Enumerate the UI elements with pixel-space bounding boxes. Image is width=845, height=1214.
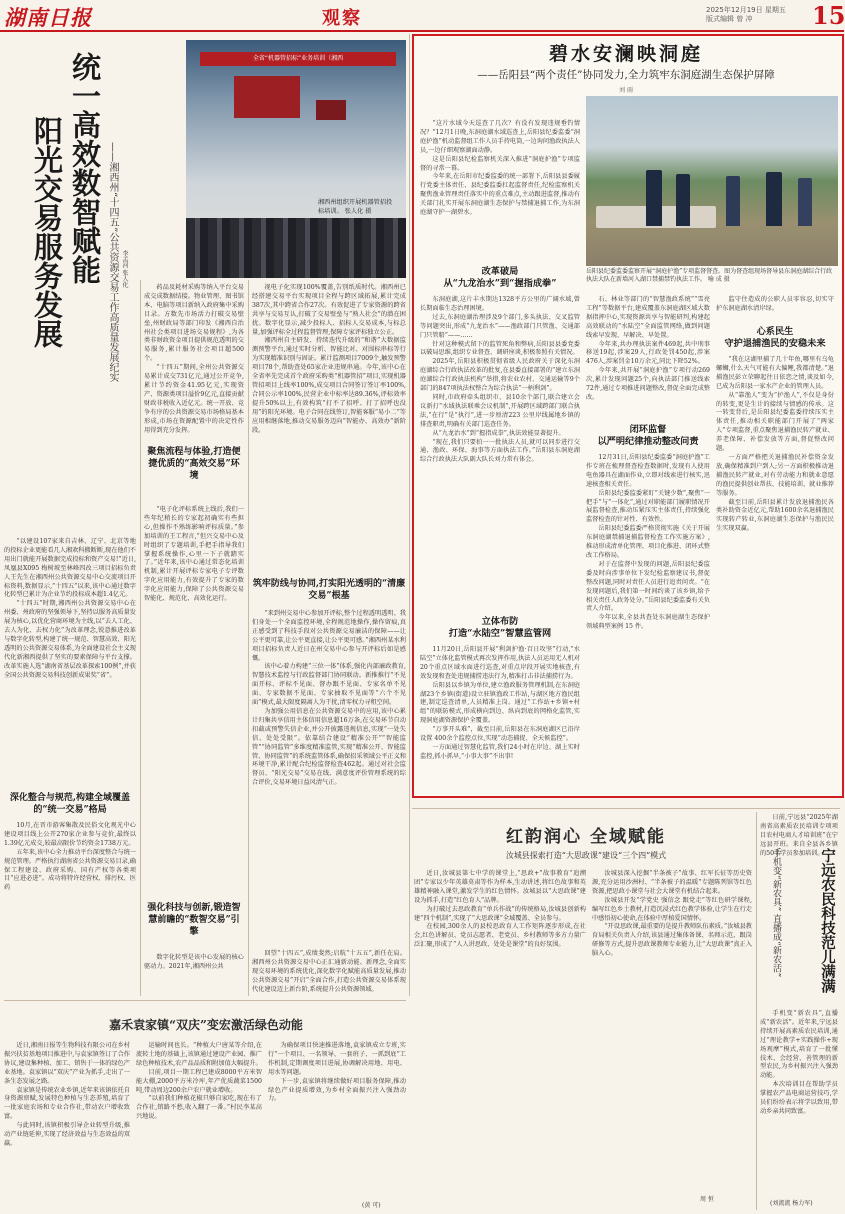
paragraph: 12月31日,岳阳县纪委监委“洞庭护渔”工作专班在梳理督查检查数据时,发现有人使用电鱼器具在湖面作业,立即对线索进行核实,迅速核查相关责任。: [586, 454, 710, 488]
paragraph: 10月,在晋市游客集散及民俗文化观光中心建设项目线上公开270家企业参与竞价,最终以1.39亿元成交,较最高限价节约资金1738万元。: [4, 822, 136, 847]
paragraph: “以前我们种植花椒只够自家吃,现在有了合作社,销路不愁,收入翻了一番。”村民李某高兴地说。: [136, 1095, 262, 1121]
article-column: [4, 822, 136, 992]
paragraph: 为打破过去思政教育“单兵作战”的传统格局,汝城县创新构建“四个机制”,实现了“大思政课”全域覆盖、全员参与。: [414, 905, 586, 922]
article-column: [4, 1042, 130, 1210]
paragraph: “来到州交易中心参加开评标,整个过程透明透明、我们身处一个全面监控环境,全程规范地操作,操作留痕,真正感受到了科技手段对公共资源交易廉洁的保障——让公平更可靠,让公平更直接,让公平更可感。”湘西州某水利项目招标负责人近日在州交易中心参与开评标后如是感慨。: [252, 610, 406, 662]
lake-inspection-photo: [586, 96, 838, 266]
paragraph: “我在这湖里捕了几十年鱼,哪里有乌龟螺蛳,什么天气可能有大偏鲤,我都清楚。”退捕渔民彭立荣聊起往日依恋之情,谈及如今,已成为岳阳县一家水产企业的管理人员。: [716, 356, 834, 390]
section-heading: 筑牢防线与协同,打实阳光透明的“清廉交易”根基: [252, 579, 406, 601]
paragraph: 从“靠渔人”变为“护渔人”,不仅是身份的转变,更是生计的接续与情感的传承。这一转变背后,是岳阳县纪委监委持续压实主体责任,推动相关职能部门开展了“两家人”专项监督,重点聚焦退捕渔民转产就业、养老保障、补偿发放等方面,督促整改问题。: [716, 391, 834, 453]
paragraph: 石、林业等部门的“智慧渔政系统”“雪亮工程”等数据平台,建成覆盖东洞庭湖区域大数据指挥中心,实现资源共享与智能研判,构建起高效联动的“水陆空”全面监管网络,做到问题线索早发现、早解决、早处置。: [586, 296, 710, 339]
article-column: [4, 538, 136, 786]
article-column: [268, 1042, 406, 1198]
article-column: [414, 870, 586, 1200]
training-photo-caption: 湘西州组织开展机器管招投标培训。 张人化 摄: [318, 199, 393, 215]
article-column: [760, 814, 838, 857]
paragraph: 湘西州自主研发、持续迭代升级的“和谐”大数据监测预警平台,通过实时分析、智能比对、对围标串标等行为实现精准识别与固证。累计监测项目7009个,触发预警项目78个,帮助查处65家企业违规串通。今年,该中心在全省率先完成首个政府采购类“机器管招”项目,实现机器管招项目上线率100%,成交项目合同签订签订率100%,合同公示率100%,民营企业中标率达89.36%,评标效率提升50%以上,有效构筑“打不了招呼、打了招呼也没用”的阳光环境。电子合同在线签订,智能客服“易小二”等应用相继落地,推动交易服务迈向“智能办、高效办”新阶段。: [252, 337, 406, 434]
paragraph: 东洞庭湖,这片丰水期达1328平方公里的广阔水域,曾长期面临生态治理困境。: [420, 296, 580, 312]
editor-line: 版式编辑 曾 冲: [706, 15, 753, 23]
article-column: [136, 1042, 262, 1210]
paragraph: 岳阳县以乡镇为单位,建立渔政服务管理机制,在东洞庭湖23个乡镇(街道)设立驻镇渔政工作站,与湖区地方渔民组建,制定巡查清单,人员精准上岗。通过“工作站+乡镇+村组”的联防模式,形成横向到边、纵向到底的网格化监管,实现洞庭湖资源保护全覆盖。: [420, 681, 580, 725]
page-number: 15: [812, 1, 845, 30]
inspector: [676, 174, 690, 226]
column-divider: [409, 34, 410, 996]
paragraph: 今年来,共办理执法案件469起,共中刑事移送19起,涉案29人,行政处罚450起,涉案476人,涉案罚金10万余元,同比下降52%。: [586, 340, 710, 366]
feature-title-line-2: 阳光交易服务发展: [30, 116, 64, 348]
box-heading-sub: 守护退捕渔民的安稳未来: [724, 338, 826, 349]
lake-photo-caption: 岳阳县纪委监委监察开展“洞庭护渔”专项监督督查。图为督查组现场督导县东洞庭湖综合行政执法大队在新墙河入湖口禁捕禁钓执法工作。 喻 成 摄: [586, 268, 833, 283]
section-heading: 强化科技与创新,锻造智慧前瞻的“数智交易”引擎: [147, 903, 241, 937]
paragraph: 过去,东洞庭湖治理涉及9个部门,多头执法、交叉监管等问题突出,形成“九龙治水”——渔政部门只管渔、交通部门只管船”——……: [420, 313, 580, 339]
article-column: [716, 356, 834, 788]
paragraph: 五年来,该中心全力推动平台深度整合与统一规范管理。严格执行湖南省公共资源交易目录,确保工程建设、政府采购、国有产权等各类项目“应进必进”。成功将特许经营权、排污权、医药: [4, 848, 136, 892]
paragraph: 视电子化实现100%覆盖,告别纸质时代。湘西州已经搭建交易平台实现项目全程与跨区域拓展,累计完成387次,其中跨省合作27次。有效促进了专家资源的跨省共享与交易互认,打破了交易壁垒与“熟人社会”的潜在困扰。数字化显示,减少投标人、招标人交易成本,与标总量,加强评标全过程监督管理,保障专家评标独立公正。: [252, 284, 406, 336]
paragraph: “现在,我们只要拍一一批执法人员,就可以同步进行交通、渔政、环保、海事等方面执法工作。”岳阳县东洞庭湖综合行政执法大队副大队长刘力常有体会。: [420, 438, 580, 464]
paragraph: “以建设107家来自吉林、辽宁、北京等地的投标企业更能看几人湘欢科搬断断,现在他们不用出门就能开展数据完成投标和资产交易!”近日,凤凰县X095 梅树坡至林峰四改三项目招标负责人王先生在湘西州公共资源交易中心交流项目开标资料,数据显示,“十四五”以来,该中心通过数字化转型已累计为企业节约投标成本超1.4亿元。: [4, 538, 136, 599]
inspector: [798, 178, 812, 226]
training-photo: [186, 40, 406, 278]
paragraph: 从“九龙治水”到“握指成拳”,执法效能显著提升。: [432, 429, 565, 437]
box-subtitle: ——岳阳县“两个责任”协同发力,全力筑牢东洞庭湖生态保护屏障: [477, 69, 775, 81]
paragraph: 目前,项目一期工程已建成8000平方米智能大棚,2000平方米冷库,年产优质蔬菜1500吨,带动周边200余户农户就业增收。: [136, 1068, 262, 1094]
side-article-title: 宁远农民科技范儿满满: [819, 848, 836, 993]
article-column: [420, 646, 580, 788]
paragraph: 药品及耗材采购等纳入平台交易成交成数据结接。物业管理、图书馆本、电脑等项目新纳入政府集中采购目录。方数先市场活力打破交易壁垒,州财政局等部门印发《湘西自治州社会类项目进场交易规程》,为各类非财政资金项目提供规范透明的交易服务,累计服务社会项目超500个。: [144, 284, 244, 363]
paragraph: 汝城县深入挖掘“半条被子”故事、红军长征等历史资源,充分运用沙洲村、“半条被子的温暖”专题陈列馆等红色资源,把思政小课堂与社会大课堂有机结合起来。: [592, 870, 752, 895]
feature-author: 李孟河 张人化: [121, 250, 128, 288]
paragraph: “万事开头难”，截至目前,岳阳县在东洞庭湖区已沿岸设置 400余个监控点位,实现“动态捕捉、全天候监控”。: [420, 726, 580, 743]
section-heading: 深化整合与规范,构建全域覆盖的“统一交易”格局: [9, 793, 131, 815]
box-heading: 立体布防: [481, 616, 519, 627]
divider: [4, 1000, 406, 1001]
inspector: [726, 176, 740, 226]
projection-screen: [234, 76, 300, 118]
article-author: 周 恒: [700, 1196, 714, 1203]
feature-title-line-1: 统一高效数智赋能: [68, 52, 102, 284]
paragraph: 同时,市政府牵头组织市、县10余个部门,联合建立会议新打“水域执法联乘会议机制”,开展跨区域跨部门联合执法,“在行”是“执行”,进一步厘清223 公里岸线属地乡镇的排查职责,明确有关部门巡查任务。: [420, 393, 580, 428]
paragraph: 下一步,袁家镇将继续做好项目服务保障,推动绿色产业提质增效,为乡村全面振兴注入强劲动力。: [268, 1077, 406, 1103]
divider: [412, 808, 840, 809]
paragraph: 这是岳阳县纪检监察机关深入推进“洞庭护渔”专项监督的寻常一幕。: [420, 155, 580, 172]
paragraph: 11月20日,岳阳县开展“利剑护渔·百日攻坚”行动,“水陆空”立体化监管模式再次发挥作用,执法人员运用无人机对20个重点区域水面进行巡查,对重点岸段开展实地核查,有效发现和查处违规捕捞违法行为,精准打击非法捕捞行为。: [420, 646, 580, 680]
feature-subtitle: ——湘西州“十四五”公共资源交易工作高质量发展纪实: [107, 142, 118, 383]
paragraph: 近日,汝城县第七中学的课堂上,“思政+”故事教育“追溯团”专家以少年英雄莫肃等作为样本,生动讲述,将红色故事和英雄精神融入课堂,激发学生的红色情怀。汝城县以“大思政课”建设为抓手,打造“红色育人”品牌。: [414, 870, 586, 904]
paragraph: “十四五”时期,湘西州公共资源交易中心在州委、州政府的坚强领导下,坚持以服务高质量发展为核心,以优化营商环境为主线,以“去人工化、去人为化、去权力化”为改革理念,锐意推进改革与数字化转型,构建了统一规范、智慧高效、阳光透明的公共资源交易体系,为全面建设社会主义现代化新湘西提供了坚实的要素保障与平台支撑。改革实施人选“湖南省基层改革探索100例”,并获全国公共资源交易科技创新成果奖“省”。: [4, 600, 136, 679]
paragraph: 数字化转型是该中心发展的核心驱动力。2021年,湘西州公共: [144, 954, 244, 970]
photo-banner: 全省“机器管招标”业务培训（湘西: [200, 52, 396, 66]
paragraph: 岳阳县纪委监委紧盯“关键少数”,聚焦“一把手”与“一体化”,通过对职能部门履职情况开展监督检查,推动压紧压实主体责任,持续强化监督检查的针对性、有效性。: [586, 489, 710, 524]
paragraph: “电子化评标系统上线后,我们一些年纪稍长的专家起初确实有些担心,但操作不熟练影响评标质量。”参加培训的王工程言,“但兴交易中心及时组织了专题培训,手把手指导我们掌握系统操作,心里一下子就踏实了。”近年来,该中心通过常态化培训机制,累计开展评标专家电子专评数字化应用能力,有效提升了专家的数字化应用能力,保障了公共资源交易智能化、规范化、高效化运行。: [144, 506, 244, 603]
paragraph: 汝城县开发“学党史 强信念 跟党走”等红色研学课程,编写红色乡土教材,打造沉浸式红色教学体验,让学生在行走中感悟初心使命,在体验中厚植爱国情怀。: [592, 896, 752, 922]
paragraph: 今年来,共开展“洞庭护渔”专项行动269次,累计发现问题25个,向执法部门推送线索72件,通过专项推进问题整改,督促全面完成整改。: [586, 367, 710, 401]
box-title: 碧水安澜映洞庭: [548, 43, 703, 65]
paragraph: 今年来,在岳阳市纪委监委的统一部署下,岳阳县县委履行党委主体责任、县纪委监委扛起监督责任,纪检监察机关聚焦渔业管理责任落实中的重点难点,主动跟进监督,推动有关部门扎实开展东洞庭湖生态保护与禁捕退捕工作,为东洞庭湖守护一湖碧水。: [420, 173, 580, 217]
dateline: [706, 6, 786, 24]
article-column: [252, 284, 406, 574]
audience: [186, 218, 406, 278]
box-author: 刘 雨: [619, 87, 633, 94]
paragraph: “这片水域今天巡查了几次？有没有发现违规垂钓情况？”12月1日晚,东洞庭湖水域巡查上,岳阳县纪委监委“洞庭护渔”机动监督组工作人员手持电筒,一边询问渔政执法人员,一边仔细观察湖面动静。: [420, 120, 580, 154]
article-column: [586, 454, 710, 788]
paragraph: 日前,宁远县“2025年湖南省高素质农民培训专项项目农村电商人才培训班”在宁远县开班。来自全县各乡镇的50名学员参加培训。: [760, 814, 838, 857]
inspector: [766, 172, 782, 226]
box-heading: 改革破局: [481, 266, 519, 277]
box-heading: 闭环监督: [629, 424, 667, 435]
paragraph: 近日,湘南日报等生物科技有限公司在乡村振兴扶贫基地项目推进中,与袁家镇签订了合作协议,建设集种植、加工、销售于一体的绿色产业基地。袁家镇以“双庆”产业为抓手,走出了一条生态发展之路。: [4, 1042, 130, 1085]
paragraph: 回望“十四五”,成绩斐然;启航“十五五”,新任在肩。湘西州公共资源交易中心正汇通新动能、新理念,全面实现交易环境的系统优化,深化数字化赋能高质量发展,推动公共资源交易”开启”全面合作,打造公共资源交易体系现代化建设迈上新台阶,系统提升公共资源领域。: [252, 950, 406, 993]
paragraph: 截至目前,岳阳县累计发放退捕渔民各类补助资金近亿元,帮助1600余名退捕渔民实现转产转业,东洞庭湖生态保护与渔民民生实现双赢。: [716, 498, 834, 533]
side-article-subtitle: 手机变“新农具” 直播成“新农活”: [771, 848, 781, 978]
article-column: [760, 1010, 838, 1194]
box-heading: 心系民生: [756, 326, 794, 337]
paragraph: “十四五”期间,全州公共资源交易累计成交731亿元,通过公开竞争,累计节约资金41.95亿元,实现资产、资源类项目溢价9亿元,直接贡献财政非税收入近亿元。统一开放、竞争有序的公共资源交易市场格局基本形成,市场在资源配置中的决定性作用得到充分发挥。: [144, 364, 244, 434]
date-line: 2025年12月19日 星期五: [706, 6, 786, 14]
column-divider: [140, 280, 141, 996]
section-name: 观察: [322, 8, 362, 29]
paragraph: 在校园,300余人的县校思政育人工作矩阵逐步形成,在社会,红色讲解员、党员志愿者、老党员、乡村教师等多方力量广泛汇聚,形成了“人人讲思政、处处是课堂”的良好氛围。: [414, 923, 586, 949]
paragraph: 该中心着力构建“三位一体”体系,强化内部廉政教育,智慧技术监控与行政监督部门协同联动。新推推行“不见面开标、评标不见面、督办跟不见面、专家名单不见面、专家数据不见面、专家抽取不见面等“六个不见面”模式,最大限度隔离人为干扰,清零权力寻租空间。: [252, 663, 406, 707]
column-divider: [248, 280, 249, 996]
box-heading-sub: 以严明纪律推动整改问责: [597, 436, 699, 447]
paragraph: 监守住造成的公职人员零容忍,切实守护东洞庭湖水清岸绿。: [716, 296, 834, 312]
section-heading: 聚焦流程与体验,打造便捷优质的“高效交易”环境: [147, 447, 241, 481]
paragraph: 为确保项目快速推进落地,袁家镇成立专班,实行“一个项目、一名领导、一套班子、一抓到底”工作机制,定期调度项目进展,协调解决用地、用电、用水等问题。: [268, 1042, 406, 1076]
paragraph: 一方面严格把关退捕渔民补偿资金发放,确保精准到户到人;另一方面积极推动退捕渔民转产就业,对有劳动能力和就业意愿的渔民提供创业帮扶、技能培训、就业推荐等服务。: [716, 453, 834, 497]
paragraph: 本次培训目在帮助学员掌握农产品电商运营技巧,学员们纷纷表示将学以致用,带动乡亲共同致富。: [760, 1081, 838, 1115]
article-column: [144, 284, 244, 442]
article-column: [716, 296, 834, 326]
paragraph: 运输时间也长。“种植大户唐某等介绍,在流转土地的基础上,该镇通过建设产业园、推广绿色种植技术,农产品品质和附加值大幅提升。: [136, 1042, 262, 1067]
article-column: [144, 954, 244, 994]
side-screen: [316, 100, 346, 120]
paragraph: 对于在监督中发现的问题,岳阳县纪委监委及时向涉事单位下发纪检监察建议书,督促整改问题,同时对责任人员进行追责问责。“在发现问题后,我们第一时间约谈了该乡镇,给予相关责任人政务处分。”岳阳县纪委监委有关负责人介绍。: [586, 560, 710, 613]
paragraph: 一方面通过智慧化监管,我们24小时在岸边、湖上实时监控,抓小抓早,“小事大事”不出事!: [420, 743, 580, 760]
article-column: [252, 610, 406, 948]
box-heading-sub: 从“九龙治水”到“握指成拳”: [443, 278, 557, 289]
paragraph: 与此同时,该镇积极引导企业转型升级,推动产业链延伸,实现了经济效益与生态效益的双赢。: [4, 1122, 130, 1147]
article-column: [592, 870, 752, 1188]
paragraph: 今年以来,全县共查处东洞庭湖生态保护领域典型案例 15 件。: [586, 614, 710, 631]
column-divider: [756, 812, 757, 1210]
paragraph: 袁家镇是传统农业乡镇,近年来该镇依托自身资源禀赋,发展特色种植与生态养殖,培育了一批家庭农场和专业合作社,带动农户增收致富。: [4, 1086, 130, 1121]
paragraph: “开设思政课,最重要的是提升教师队伍素质。”汝城县教育局相关负责人介绍,该县通过集体备课、名师示范、跟岗研修等方式,提升思政课教师专业能力,让“大思政课”真正入脑入心。: [592, 923, 752, 958]
paragraph: 岳阳县纪委监委严格贯彻实施《关于开展东洞庭湖禁捕退捕监督检查工作实施方案》,推动形成清单化管理、项目化推进、闭环式整改工作格局。: [586, 525, 710, 559]
inspector: [646, 170, 662, 226]
article-title: 嘉禾袁家镇“双庆”变宏激活绿色动能: [109, 1018, 303, 1032]
article-column: [420, 120, 580, 262]
paragraph: 为加强公用信息在公共资源交易中的应用,该中心累计归集共享信用主体信用信息超16万条,在交易环节自动扣截或预警失信企业,并公开披露违规信息,实现“一处失信、处处受限”。依靠结合建设“精准公开”“智能监管”“协同监管”多维度精准监管,实现“精准公开、智能监管、协同监管”的系统监管体系,确保招采领域公平正义和环境干净,累计配合纪检监督检查462起。通过对社会监督员、“阳光交易”交易在线、满意度评价管理系统的综合评价,交易环境日益风清气正。: [252, 707, 406, 787]
article-column: [586, 296, 710, 420]
paragraph: 2025年,岳阳县积极贯彻省级人民政府关于深化东洞庭湖综合行政执法改革的批复,在县委直接部署的“建立东洞庭湖综合行政执法机构”举措,将农业农村、交通运输等9个部门的847项执法权整合为综合执法“一柄利剑”。: [420, 358, 580, 393]
article-subtitle: 汝城县探索打造“大思政课”建设“三个四”模式: [505, 851, 667, 860]
box-heading-sub: 打造“水陆空”智慧监管网: [448, 628, 552, 639]
article-author: (黄 可): [362, 1202, 381, 1209]
paragraph: 手机变“新农具”,直播成“新农活”。近年来,宁远县持续开展高素质农民培训,通过“理论教学+实践操作+现场观摩”模式,培育了一批懂技术、会经营、善管理的新型农民,为乡村振兴注入强劲动能。: [760, 1010, 838, 1080]
paragraph: 针对这种模式留下的监管死角和弊病,岳阳县县委党委以破局思维,组织专业督查、调研座谈,积极参照有关情况。: [420, 340, 580, 357]
side-article-author: (刘流流 杨力军): [770, 1200, 813, 1207]
article-column: [252, 950, 406, 994]
newspaper-logo: 湖南日报: [4, 5, 92, 30]
article-column: [420, 296, 580, 610]
article-title: 红韵润心 全域赋能: [506, 827, 666, 847]
article-column: [144, 506, 244, 898]
